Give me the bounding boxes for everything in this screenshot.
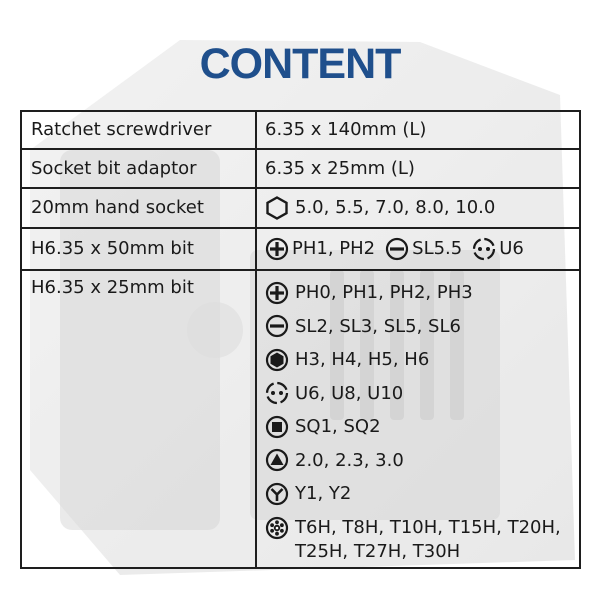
content-table	[20, 110, 581, 569]
table-row	[21, 111, 580, 149]
item-spec: SL5.5	[412, 238, 463, 259]
item-spec: SQ1, SQ2	[295, 416, 381, 438]
list-item	[265, 377, 571, 411]
table-row	[21, 228, 580, 270]
list-item	[265, 310, 571, 344]
square-icon	[265, 415, 289, 439]
item-spec: PH1, PH2	[292, 238, 376, 259]
item-name: H6.35 x 25mm bit	[21, 270, 256, 568]
torx-icon	[265, 516, 289, 540]
slotted-icon	[265, 314, 289, 338]
u-type-icon	[265, 381, 289, 405]
item-spec: SL2, SL3, SL5, SL6	[295, 315, 461, 337]
table-row	[21, 149, 580, 188]
item-name: Ratchet screwdriver	[21, 111, 256, 149]
u-type-icon	[472, 237, 496, 261]
item-spec: U6	[499, 238, 524, 259]
hex-socket-icon	[265, 196, 289, 220]
page-title: CONTENT	[199, 40, 401, 88]
table-row	[21, 270, 580, 568]
list-item	[265, 444, 571, 478]
hex-icon	[265, 348, 289, 372]
list-item	[265, 410, 571, 444]
item-spec: T6H, T8H, T10H, T15H, T20H,	[295, 516, 561, 538]
item-name: 20mm hand socket	[21, 188, 256, 228]
item-spec: H3, H4, H5, H6	[295, 349, 430, 371]
triangle-icon	[265, 448, 289, 472]
slotted-icon	[385, 237, 409, 261]
item-spec: PH0, PH1, PH2, PH3	[295, 282, 473, 304]
list-item	[265, 477, 571, 511]
item-spec: Y1, Y2	[295, 483, 352, 505]
item-name: Socket bit adaptor	[21, 149, 256, 188]
table-row	[21, 188, 580, 228]
y-type-icon	[265, 482, 289, 506]
list-item	[265, 343, 571, 377]
phillips-icon	[265, 237, 289, 261]
item-spec: U6, U8, U10	[295, 382, 404, 404]
item-spec: 6.35 x 25mm (L)	[256, 149, 580, 188]
phillips-icon	[265, 281, 289, 305]
item-spec: 2.0, 2.3, 3.0	[295, 449, 404, 471]
item-spec: T25H, T27H, T30H	[295, 540, 461, 562]
item-spec: 5.0, 5.5, 7.0, 8.0, 10.0	[295, 197, 496, 218]
list-item	[265, 511, 571, 564]
item-spec: 6.35 x 140mm (L)	[256, 111, 580, 149]
list-item	[265, 276, 571, 310]
item-name: H6.35 x 50mm bit	[21, 228, 256, 270]
